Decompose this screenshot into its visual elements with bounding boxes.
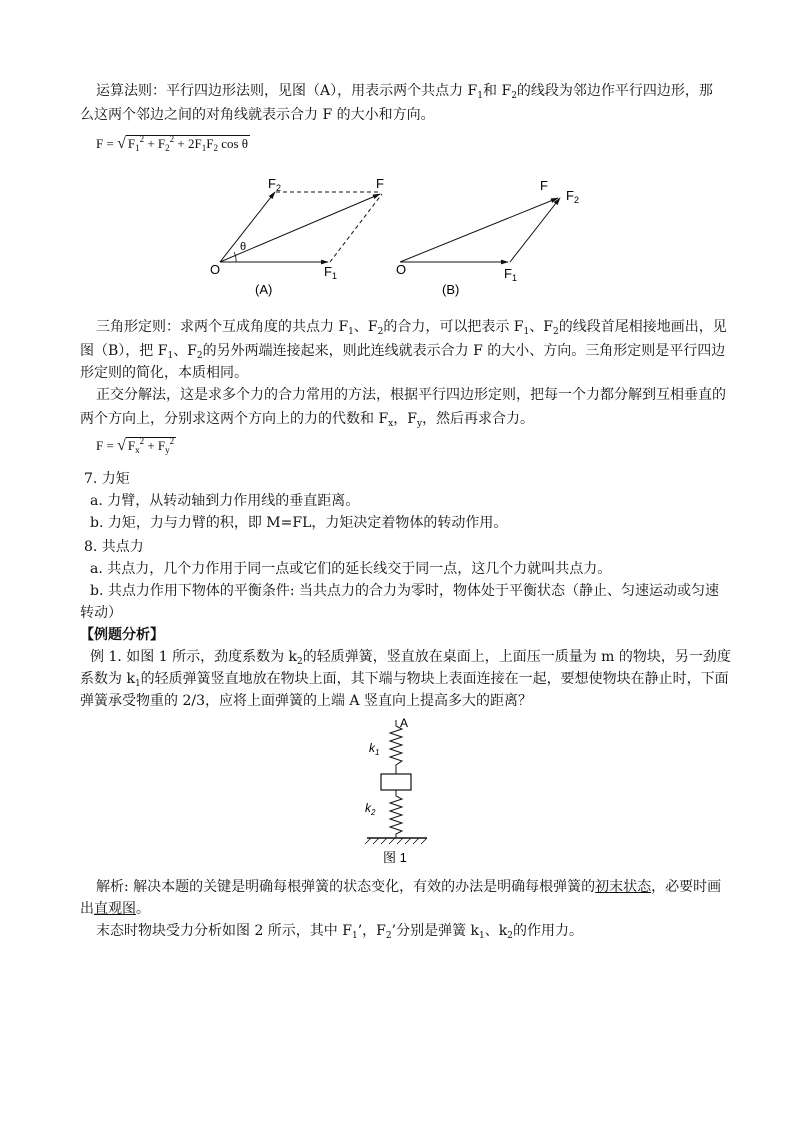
caption-figure-1: 图 1 bbox=[383, 850, 407, 865]
text: 、F bbox=[529, 319, 553, 335]
sqrt-sign: √ bbox=[117, 437, 126, 454]
subscript: 2 bbox=[377, 327, 384, 337]
subscript: 2 bbox=[165, 143, 170, 153]
text: ，F bbox=[393, 411, 417, 427]
section-8-item-b-line2: 转动） bbox=[80, 605, 122, 621]
text: ，然后再求合力。 bbox=[422, 411, 535, 427]
paragraph-orthogonal-line2 bbox=[80, 408, 534, 435]
text: ’，F bbox=[357, 923, 386, 939]
label-f: F bbox=[376, 176, 384, 191]
subscript: 2 bbox=[196, 351, 203, 361]
vector-f2 bbox=[220, 192, 275, 262]
superscript: 2 bbox=[139, 436, 145, 446]
label-f2: $F_2$ bbox=[566, 188, 579, 205]
text: 图（B），把 F bbox=[80, 343, 168, 359]
subscript: 1 bbox=[351, 931, 358, 941]
subscript: 2 bbox=[385, 931, 392, 941]
analysis-line2 bbox=[80, 898, 150, 920]
term: F bbox=[206, 136, 214, 151]
label-k2: $k_2$ bbox=[365, 801, 376, 817]
text: 的另外两端连接起来，则此连线就表示合力 F 的大小、方向。三角形定则是平行四边 bbox=[202, 343, 726, 359]
term: + F bbox=[144, 438, 166, 453]
label-k1: $k_1$ bbox=[369, 741, 380, 757]
subscript: x bbox=[135, 445, 140, 455]
term: + 2F bbox=[174, 136, 202, 151]
formula-orthogonal-resultant bbox=[96, 436, 176, 455]
text: 的轻质弹簧竖直地放在物块上面，其下端与物块上表面连接在一起，要想使物块在静止时，下面 bbox=[140, 671, 729, 687]
text: 、F bbox=[353, 319, 378, 335]
subscript: 2 bbox=[552, 327, 559, 337]
subscript: 1 bbox=[201, 143, 207, 153]
caption-b: (B) bbox=[442, 282, 460, 297]
spring-k2 bbox=[390, 790, 402, 838]
block-m bbox=[381, 774, 411, 790]
subscript: 1 bbox=[134, 679, 141, 689]
subscript: 1 bbox=[348, 327, 354, 337]
term: F bbox=[127, 136, 136, 151]
sqrt-sign: √ bbox=[117, 135, 126, 152]
text: 和 F bbox=[483, 83, 512, 99]
subscript: 2 bbox=[507, 931, 513, 941]
text: 。 bbox=[136, 901, 150, 917]
text: 的线段首尾相接地画出，见 bbox=[558, 319, 727, 335]
label-a: A bbox=[400, 716, 409, 730]
subscript: 2 bbox=[213, 143, 218, 153]
paragraph-parallelogram-rule-line2: 么这两个邻边之间的对角线就表示合力 F 的大小和方向。 bbox=[80, 107, 435, 123]
label-f1: $F_1$ bbox=[324, 264, 337, 281]
text: 例 1. 如图 1 所示，劲度系数为 k bbox=[90, 649, 297, 665]
figure-1-springs bbox=[355, 716, 455, 868]
angle-arc bbox=[234, 252, 236, 262]
ground-hatch bbox=[365, 838, 427, 844]
text: ’分别是弹簧 k bbox=[391, 923, 480, 939]
section-8-item-a: a. 共点力，几个力作用于同一点或它们的延长线交于同一点，这几个力就叫共点力。 bbox=[90, 561, 612, 577]
section-7-title: 7. 力矩 bbox=[84, 471, 130, 487]
subscript: y bbox=[165, 445, 170, 455]
text: 、F bbox=[173, 343, 197, 359]
spring-k1 bbox=[390, 726, 402, 774]
vector-f-resultant bbox=[400, 198, 558, 262]
superscript: 2 bbox=[169, 134, 175, 144]
section-7-item-b: b. 力矩，力与力臂的积，即 M=FL，力矩决定着物体的转动作用。 bbox=[90, 515, 508, 531]
label-theta: θ bbox=[240, 241, 247, 253]
term: + F bbox=[144, 136, 166, 151]
paragraph-triangle-rule-line1 bbox=[96, 316, 727, 343]
analysis-line1 bbox=[96, 876, 721, 898]
label-f2: $F_2$ bbox=[268, 176, 281, 193]
text: 的线段为邻边作平行四边形，那 bbox=[516, 83, 713, 99]
text: 三角形定则：求两个互成角度的共点力 F bbox=[96, 319, 349, 335]
underlined-text: 初末状态 bbox=[595, 879, 652, 895]
label-f: F bbox=[540, 178, 548, 193]
text: ，必要时画 bbox=[651, 879, 722, 895]
text: 两个方向上，分别求这两个方向上的力的代数和 F bbox=[80, 411, 389, 427]
term: F bbox=[127, 438, 136, 453]
text: 的合力，可以把表示 F bbox=[383, 319, 524, 335]
term: cos θ bbox=[217, 136, 248, 151]
superscript: 2 bbox=[139, 134, 145, 144]
subscript: 2 bbox=[511, 91, 517, 101]
text: 的轻质弹簧，竖直放在桌面上，上面压一质量为 m 的物块，另一劲度 bbox=[302, 649, 731, 665]
text: 解析: 解决本题的关键是明确每根弹簧的状态变化，有效的办法是明确每根弹簧的 bbox=[96, 879, 596, 895]
figure-a bbox=[210, 176, 384, 297]
text: 运算法则：平行四边形法则，见图（A），用表示两个共点力 F bbox=[96, 83, 478, 99]
section-8-title: 8. 共点力 bbox=[84, 539, 144, 555]
text: 出 bbox=[80, 901, 94, 917]
paragraph-triangle-rule-line3: 形定则的简化，本质相同。 bbox=[80, 365, 248, 381]
radicand bbox=[126, 135, 250, 151]
radicand bbox=[126, 437, 176, 453]
superscript: 2 bbox=[169, 436, 175, 446]
subscript: 1 bbox=[477, 91, 484, 101]
vector-diagrams bbox=[200, 170, 620, 305]
label-o: O bbox=[210, 262, 221, 277]
example-1-line3: 弹簧承受物重的 2/3，应将上面弹簧的上端 A 竖直向上提高多大的距离？ bbox=[80, 693, 532, 709]
formula-lhs: F = bbox=[96, 438, 114, 453]
subscript: y bbox=[416, 419, 423, 429]
subscript: 1 bbox=[135, 143, 140, 153]
section-7-item-a: a. 力臂，从转动轴到力作用线的垂直距离。 bbox=[90, 493, 360, 509]
subscript: 1 bbox=[523, 327, 530, 337]
section-8-item-b-line1: b. 共点力作用下物体的平衡条件: 当共点力的合力为零时，物体处于平衡状态（静止、匀速运动或匀速 bbox=[90, 583, 720, 599]
text: 末态时物块受力分析如图 2 所示，其中 F bbox=[96, 923, 352, 939]
caption-a: (A) bbox=[255, 282, 273, 297]
paragraph-orthogonal-line1: 正交分解法，这是求多个力的合力常用的方法，根据平行四边形定则，把每一个力都分解到互相垂直的 bbox=[96, 387, 726, 403]
subscript: 1 bbox=[167, 351, 174, 361]
figure-b bbox=[396, 178, 579, 297]
underlined-text: 直观图 bbox=[94, 901, 136, 917]
formula-resultant-force bbox=[96, 134, 250, 153]
text: 系数为 k bbox=[80, 671, 135, 687]
analysis-line3 bbox=[96, 920, 583, 947]
example-heading: 【例题分析】 bbox=[80, 627, 164, 643]
subscript: 1 bbox=[479, 931, 485, 941]
text: 的作用力。 bbox=[512, 923, 583, 939]
paragraph-parallelogram-rule-line1 bbox=[96, 80, 713, 107]
subscript: 2 bbox=[297, 657, 303, 667]
subscript: x bbox=[388, 419, 394, 429]
label-o: O bbox=[396, 262, 407, 277]
text: 、k bbox=[484, 923, 508, 939]
label-f1: $F_1$ bbox=[504, 266, 517, 283]
formula-lhs: F = bbox=[96, 136, 114, 151]
